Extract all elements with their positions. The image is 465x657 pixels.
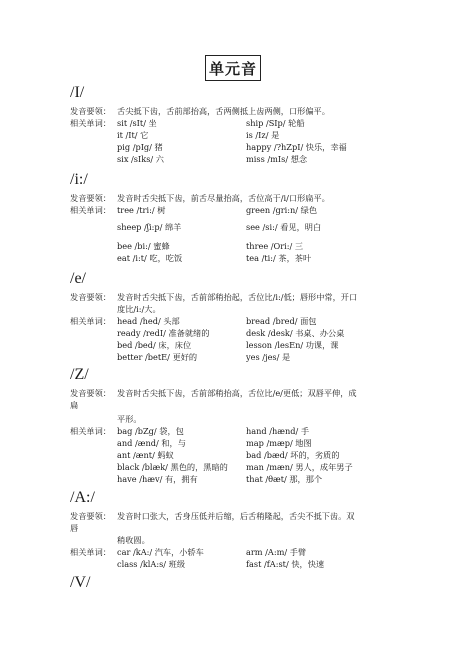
word-entry: see /si:/ 看见，明白 bbox=[246, 222, 322, 232]
word-entry: desk /desk/ 书桌、办公桌 bbox=[246, 328, 345, 338]
word-entry: green /gri:n/ 绿色 bbox=[246, 205, 318, 215]
phoneme-heading: /i:/ bbox=[70, 171, 88, 188]
words-label: 相关单词： bbox=[70, 316, 111, 326]
word-entry: is /Iz/ 是 bbox=[246, 130, 280, 140]
phoneme-heading: /e/ bbox=[70, 270, 86, 287]
pronunciation-text: 发音时舌尖抵下齿，舌前部稍抬起，舌位比/i:/低；唇形中常，开口 bbox=[117, 292, 358, 302]
pronunciation-label: 发音要领： bbox=[70, 106, 111, 116]
word-entry: sit /sIt/ 坐 bbox=[117, 118, 157, 128]
word-entry: fast /fA:st/ 快，快速 bbox=[246, 559, 325, 569]
pronunciation-label: 发音要领： bbox=[70, 388, 111, 398]
word-entry: car /kA:/ 汽车，小轿车 bbox=[117, 547, 204, 557]
word-entry: black /blæk/ 黑色的，黑暗的 bbox=[117, 462, 228, 472]
word-entry: man /mæn/ 男人，成年男子 bbox=[246, 462, 353, 472]
word-entry: bad /bæd/ 坏的，劣质的 bbox=[246, 450, 340, 460]
pronunciation-text: 发音时舌尖抵下齿，前舌尽量抬高，舌位高于/i/口形扁平。 bbox=[117, 193, 330, 203]
word-entry: class /klA:s/ 班级 bbox=[117, 559, 186, 569]
word-entry: ship /SIp/ 轮船 bbox=[246, 118, 305, 128]
phoneme-heading: /V/ bbox=[70, 574, 91, 591]
pronunciation-text: 平形。 bbox=[117, 414, 142, 424]
word-entry: arm /A:m/ 手臂 bbox=[246, 547, 307, 557]
pronunciation-text: 唇 bbox=[70, 523, 79, 533]
word-entry: bag /bZg/ 袋，包 bbox=[117, 426, 184, 436]
pronunciation-label: 发音要领： bbox=[70, 511, 111, 521]
phoneme-heading: /A:/ bbox=[70, 489, 95, 506]
words-label: 相关单词： bbox=[70, 547, 111, 557]
pronunciation-text: 度比/i:/大。 bbox=[117, 304, 161, 314]
word-entry: happy /?hZpI/ 快乐，幸福 bbox=[246, 142, 347, 152]
word-entry: ready /redI/ 准备就绪的 bbox=[117, 328, 210, 338]
word-entry: tea /ti:/ 茶，茶叶 bbox=[246, 253, 312, 263]
word-entry: bee /bi:/ 蜜蜂 bbox=[117, 241, 170, 251]
word-entry: ant /ænt/ 蚂蚁 bbox=[117, 450, 174, 460]
pronunciation-label: 发音要领： bbox=[70, 193, 111, 203]
word-entry: eat /i:t/ 吃，吃饭 bbox=[117, 253, 183, 263]
word-entry: yes /jes/ 是 bbox=[246, 352, 291, 362]
word-entry: six /sIks/ 六 bbox=[117, 154, 164, 164]
word-entry: bread /bred/ 面包 bbox=[246, 316, 317, 326]
pronunciation-text: 舌尖抵下齿，舌前部抬高，舌两侧抵上齿两侧，口形偏平。 bbox=[117, 106, 330, 116]
pronunciation-text: 发音时舌尖抵下齿，舌前部稍抬高，舌位比/e/更低；双唇平伸，成 bbox=[117, 388, 357, 398]
words-label: 相关单词： bbox=[70, 118, 111, 128]
word-entry: sheep /ʃi:p/ 绵羊 bbox=[117, 222, 182, 232]
words-label: 相关单词： bbox=[70, 205, 111, 215]
phoneme-heading: /I/ bbox=[70, 84, 85, 101]
word-entry: have /hæv/ 有，拥有 bbox=[117, 474, 198, 484]
word-entry: that /θæt/ 那，那个 bbox=[246, 474, 323, 484]
word-entry: hand /hænd/ 手 bbox=[246, 426, 310, 436]
pronunciation-text: 扁 bbox=[70, 400, 79, 410]
word-entry: three /Ori:/ 三 bbox=[246, 241, 304, 251]
word-entry: head /hed/ 头部 bbox=[117, 316, 180, 326]
word-entry: miss /mIs/ 想念 bbox=[246, 154, 308, 164]
page-title: 单元音 bbox=[205, 55, 261, 81]
word-entry: tree /tri:/ 树 bbox=[117, 205, 166, 215]
word-entry: pig /pIg/ 猪 bbox=[117, 142, 163, 152]
word-entry: better /betE/ 更好的 bbox=[117, 352, 198, 362]
word-entry: map /mæp/ 地图 bbox=[246, 438, 312, 448]
phoneme-heading: /Z/ bbox=[70, 366, 89, 383]
word-entry: and /ænd/ 和，与 bbox=[117, 438, 186, 448]
word-entry: it /It/ 它 bbox=[117, 130, 149, 140]
words-label: 相关单词： bbox=[70, 426, 111, 436]
pronunciation-text: 发音时口张大，舌身压低并后缩，后舌稍隆起，舌尖不抵下齿。双 bbox=[117, 511, 355, 521]
word-entry: bed /bed/ 床，床位 bbox=[117, 340, 192, 350]
pronunciation-text: 稍收圆。 bbox=[117, 535, 150, 545]
word-entry: lesson /lesEn/ 功课，课 bbox=[246, 340, 339, 350]
pronunciation-label: 发音要领： bbox=[70, 292, 111, 302]
